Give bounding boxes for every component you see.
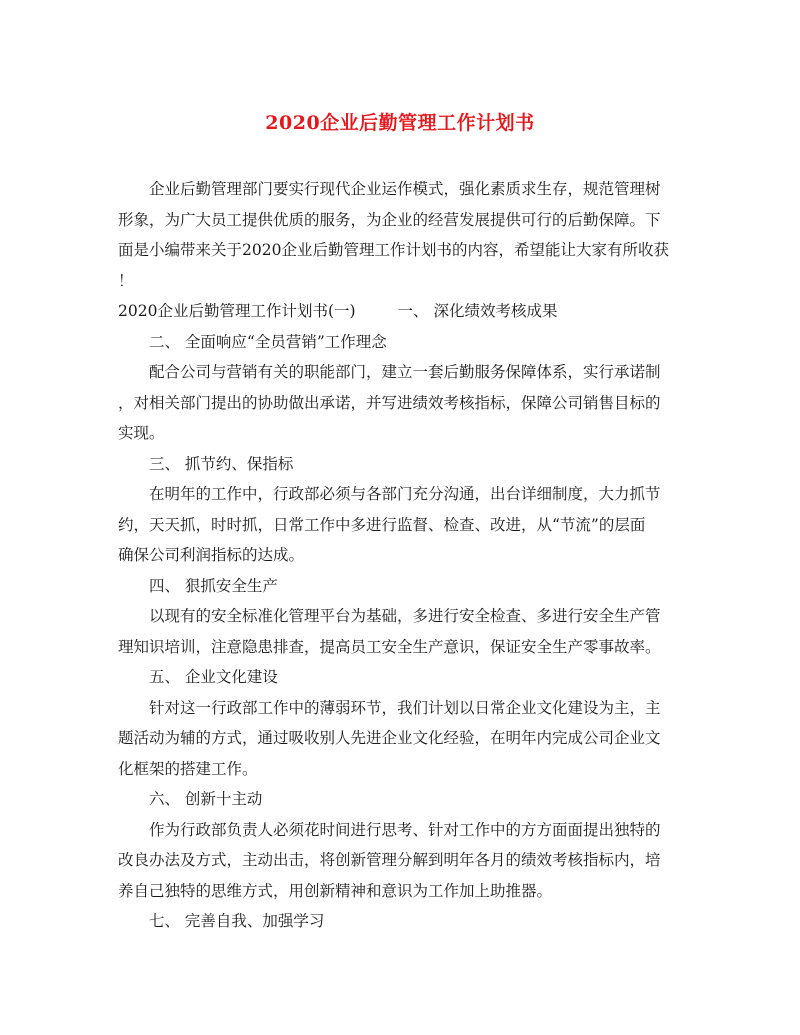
section-heading: 二、 全面响应“全员营销”工作理念 (149, 332, 387, 351)
paragraph-line: 实现。 (118, 424, 165, 442)
paragraph-line: 改良办法及方式，主动出击，将创新管理分解到明年各月的绩效考核指标内，培 (118, 851, 661, 869)
paragraph-line: 企业后勤管理部门要实行现代企业运作模式，强化素质求生存，规范管理树 (149, 180, 661, 198)
section-heading: 五、 企业文化建设 (149, 668, 278, 686)
section-heading: 六、 创新十主动 (149, 790, 263, 808)
section-heading: 七、 完善自我、加强学习 (149, 912, 325, 930)
paragraph-line: 化框架的搭建工作。 (118, 759, 258, 778)
paragraph-line: 养自己独特的思维方式，用创新精神和意识为工作加上助推器。 (118, 881, 553, 900)
section-heading: 一、 深化绩效考核成果 (397, 302, 558, 320)
paragraph-line: 确保公司利润指标的达成。 (118, 546, 305, 564)
section-heading: 四、 狠抓安全生产 (149, 576, 278, 595)
subtitle-line (118, 296, 684, 327)
paragraph-line: 在明年的工作中，行政部必须与各部门充分沟通，出台详细制度，大力抓节 (149, 485, 661, 503)
paragraph-line: ，对相关部门提出的协助做出承诺，并写进绩效考核指标，保障公司销售目标的 (118, 393, 661, 412)
paragraph-line: 理知识培训，注意隐患排查，提高员工安全生产意识，保证安全生产零事故率。 (118, 637, 661, 656)
document-title: 2020企业后勤管理工作计划书 (265, 112, 535, 134)
paragraph-line: 面是小编带来关于2020企业后勤管理工作计划书的内容，希望能让大家有所收获 (118, 241, 669, 259)
paragraph-line: 以现有的安全标准化管理平台为基础，多进行安全检查、多进行安全生产管 (149, 607, 661, 625)
paragraph-line: 形象，为广大员工提供优质的服务，为企业的经营发展提供可行的后勤保障。下 (118, 210, 661, 229)
section-heading: 三、 抓节约、保指标 (149, 454, 294, 473)
paragraph-line: 题活动为辅的方式，通过吸收别人先进企业文化经验，在明年内完成公司企业文 (118, 729, 661, 747)
subtitle: 2020企业后勤管理工作计划书(一) (118, 302, 356, 320)
document-body (118, 174, 684, 937)
paragraph-line: ！ (118, 271, 134, 290)
paragraph-line: 针对这一行政部工作中的薄弱环节，我们计划以日常企业文化建设为主，主 (149, 698, 661, 717)
paragraph-line: 约，天天抓，时时抓，日常工作中多进行监督、检查、改进，从“节流”的层面 (118, 515, 646, 534)
paragraph-line: 作为行政部负责人必须花时间进行思考、针对工作中的方方面面提出独特的 (149, 820, 661, 839)
paragraph-line: 配合公司与营销有关的职能部门，建立一套后勤服务保障体系，实行承诺制 (149, 363, 661, 381)
